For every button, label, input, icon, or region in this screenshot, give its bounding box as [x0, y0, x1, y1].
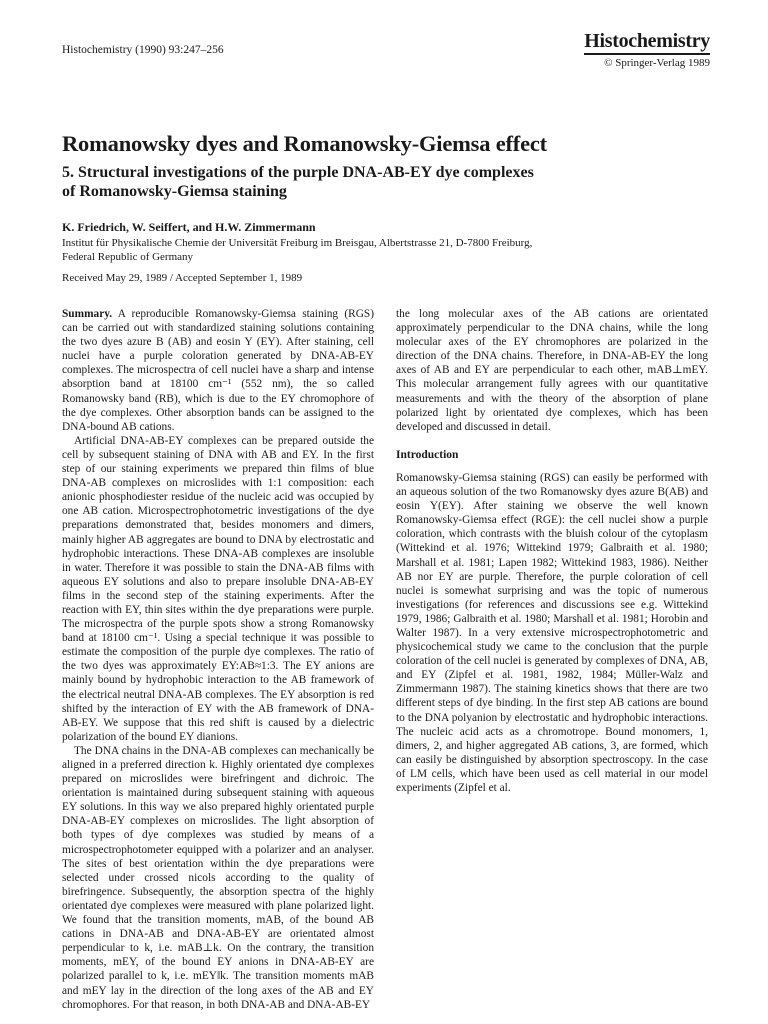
journal-masthead — [584, 30, 710, 70]
subtitle-line: of Romanowsky-Giemsa staining — [62, 183, 287, 200]
right-column — [396, 307, 708, 795]
article-subtitle — [62, 163, 712, 201]
affiliation-line: Federal Republic of Germany — [62, 251, 194, 263]
subtitle-line: 5. Structural investigations of the purple DNA-AB-EY dye complexes — [62, 164, 534, 181]
affiliation-line: Institut für Physikalische Chemie der Universität Freiburg im Breisgau, Albertstrasse 21, D-7800 Freiburg, — [62, 237, 533, 249]
masthead-rule — [584, 53, 710, 55]
summary-text: A reproducible Romanowsky-Giemsa staining (RGS) can be carried out with standardized staining solutions containing the two dyes azure B (AB) and eosin Y (EY). After staining, cell nuclei have a purple coloration generated by DNA-AB-EY complexes. The microspectra of cell nuclei have a sharp and intense absorption band at 18100 cm⁻¹ (552 nm), the so called Romanowsky band (RB), which is due to the EY chromophore of the dye complexes. Other absorption bands can be assigned to the DNA-bound AB cations. — [62, 308, 374, 433]
section-heading: Introduction — [396, 448, 459, 461]
received-dates: Received May 29, 1989 / Accepted September 1, 1989 — [62, 272, 303, 284]
author-list: K. Friedrich, W. Seiffert, and H.W. Zimmermann — [62, 220, 316, 234]
summary-paragraph — [62, 307, 374, 434]
summary-paragraph: The DNA chains in the DNA-AB complexes can mechanically be aligned in a preferred direction k. Highly orientated dye complexes prepared on microslides were birefringent and dichroic. The orientation is maintained during subsequent staining with aqueous EY solutions. In this way we also prepared highly orientated purple DNA-AB-EY complexes on microslides. The light absorption of both types of dye complexes was studied by means of a microspectrophotometer equipped with a polarizer and an analyser. The sites of best orientation within the dye preparations were selected under crossed nicols according to the quality of birefringence. Subsequently, the absorption spectra of the highly orientated dye complexes were measured with plane polarized light. We found that the transition moments, mAB, of the bound AB cations in DNA-AB and DNA-AB-EY are orientated almost perpendicular to k, i.e. mAB⊥k. On the contrary, the transition moments, mEY, of the bound EY anions in DNA-AB-EY are polarized parallel to k, i.e. mEY‖k. The transition moments mAB and mEY lay in the direction of the long axes of the AB and EY chromophores. For that reason, in both DNA-AB and DNA-AB-EY — [62, 744, 374, 1011]
summary-lead: Summary. — [62, 308, 113, 320]
copyright-notice: © Springer-Verlag 1989 — [604, 56, 710, 69]
article-title: Romanowsky dyes and Romanowsky-Giemsa effect — [62, 131, 547, 156]
left-column — [62, 307, 374, 1012]
citation-line: Histochemistry (1990) 93:247–256 — [62, 44, 224, 56]
journal-name: Histochemistry — [584, 30, 710, 52]
summary-continuation: the long molecular axes of the AB cations are orientated approximately perpendicular to the DNA chains, while the long molecular axes of the EY chromophores are polarized in the direction of the DNA chains. Therefore, in DNA-AB-EY the long axes of AB and EY are perpendicular to each other, mAB⊥mEY. This molecular arrangement fully agrees with our quantitative measurements and with the theory of the absorption of plane polarized light by orientated dye complexes, which has been developed and discussed in detail. — [396, 308, 708, 433]
intro-paragraph: Romanowsky-Giemsa staining (RGS) can easily be performed with an aqueous solution of the two Romanowsky dyes azure B(AB) and eosin Y(EY). After staining we observe the well known Romanowsky-Giemsa effect (RGE): the cell nuclei show a purple coloration, which contrasts with the bluish colour of the cytoplasm (Wittekind et al. 1976; Wittekind 1979; Galbraith et al. 1980; Marshall et al. 1981; Lapen 1982; Wittekind 1983, 1986). Neither AB nor EY are purple. Therefore, the purple coloration of cell nuclei is somewhat surprising and was the topic of numerous investigations (for references and discussions see e.g. Wittekind 1979, 1986; Galbraith et al. 1980; Marshall et al. 1981; Horobin and Walter 1987). In a very extensive microspectrophotometric and physicochemical study we came to the conclusion that the purple coloration of the cell nuclei is generated by complexes of DNA, AB, and EY (Zipfel et al. 1981, 1982, 1984; Müller-Walz and Zimmermann 1987). The staining kinetics shows that there are two different steps of dye binding. In the first step AB cations are bound to the DNA polyanion by electrostatic and hydrophobic interactions. The nucleic acid acts as a chromotrope. Bound monomers, 1, dimers, 2, and higher aggregated AB cations, 3, are formed, which can easily be distinguished by absorption spectroscopy. In the case of LM cells, which have been used as cell material in our model experiments (Zipfel et al. — [396, 471, 708, 794]
summary-paragraph: Artificial DNA-AB-EY complexes can be prepared outside the cell by subsequent staining of DNA with AB and EY. In the first step of our staining experiments we prepared thin films of blue DNA-AB complexes on microslides with 1:1 composition: each anionic phosphodiester residue of the nucleic acid was occupied by one AB cation. Microspectrophotometric investigations of the dye preparations demonstrated that, besides monomers and dimers, mainly higher AB aggregates are bound to DNA by electrostatic and hydrophobic interactions. These DNA-AB complexes are insoluble in water. Therefore it was possible to stain the DNA-AB films with aqueous EY solutions and also to prepare insoluble DNA-AB-EY films in the second step of the staining experiments. After the reaction with EY, thin sites within the dye preparations were purple. The microspectra of the purple spots show a strong Romanowsky band at 18100 cm⁻¹. Using a special technique it was possible to estimate the composition of the purple dye complexes. The ratio of the two dyes was approximately EY:AB≈1:3. The EY anions are mainly bound by hydrophobic interaction to the AB framework of the electrical neutral DNA-AB complexes. The EY absorption is red shifted by the interaction of EY with the AB framework of DNA-AB-EY. We suppose that this red shift is caused by a dielectric polarization of the bound EY dianions. — [62, 434, 374, 743]
affiliation — [62, 236, 712, 264]
